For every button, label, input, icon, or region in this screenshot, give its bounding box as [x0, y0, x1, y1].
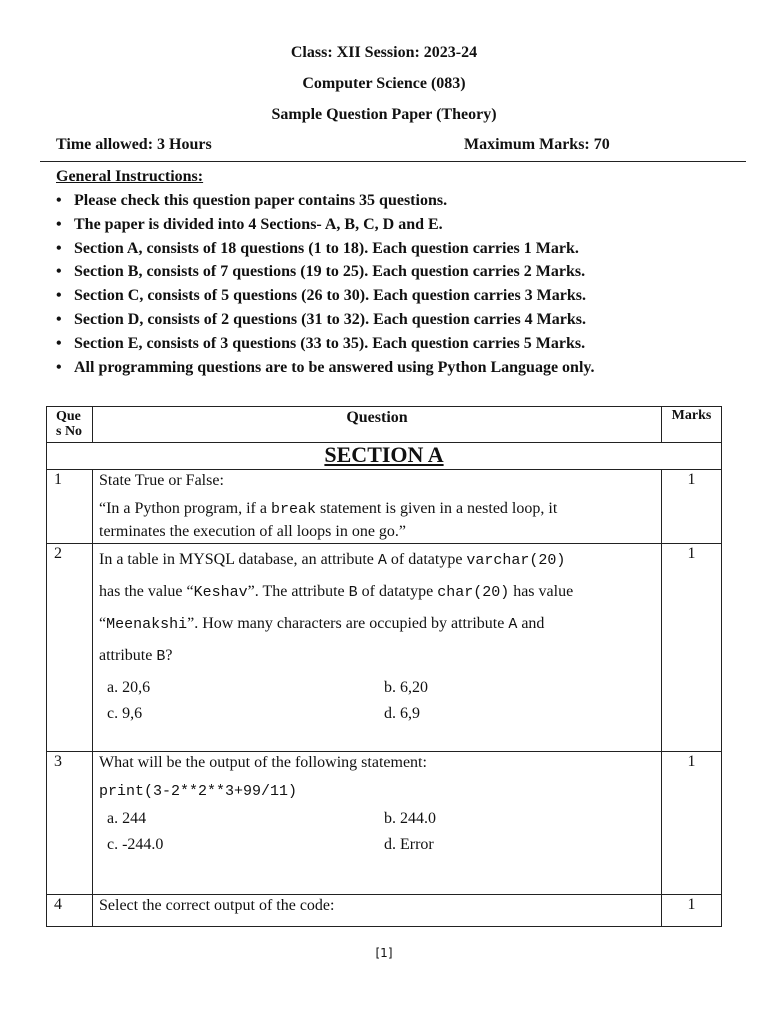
option-b: b. 6,20	[384, 679, 428, 696]
table-row	[47, 895, 722, 927]
header-question: Question	[93, 407, 662, 443]
time-allowed: Time allowed: 3 Hours	[56, 136, 212, 153]
option-c: c. 9,6	[107, 705, 143, 722]
header-marks: Marks	[662, 407, 722, 443]
class-session: Class: XII Session: 2023-24	[290, 44, 478, 61]
instruction-item: • Section C, consists of 5 questions (26 to 30). Each question carries 3 Marks.	[56, 287, 586, 305]
bullet-icon: •	[56, 334, 62, 352]
option-d: d. Error	[384, 836, 434, 853]
instruction-item: • Section E, consists of 3 questions (33 to 35). Each question carries 5 Marks.	[56, 334, 586, 352]
bullet-icon: •	[56, 310, 62, 328]
option-a: a. 20,6	[107, 679, 151, 696]
bullet-icon: •	[56, 215, 62, 233]
header-divider	[40, 161, 746, 162]
question-text: What will be the output of the following statement: print(3-2**2**3+99/11) a. 244 b. 244.0 c. -244.0 d. Error	[93, 752, 662, 895]
answer-options	[107, 806, 655, 858]
instructions-list	[56, 191, 595, 381]
instruction-item: • Section B, consists of 7 questions (19 to 25). Each question carries 2 Marks.	[56, 263, 586, 281]
table-row	[47, 752, 722, 895]
question-marks: 1	[662, 544, 722, 752]
option-d: d. 6,9	[384, 705, 420, 722]
option-b: b. 244.0	[384, 810, 436, 827]
instruction-item: • Section A, consists of 18 questions (1 to 18). Each question carries 1 Mark.	[56, 239, 579, 257]
bullet-icon: •	[56, 239, 62, 257]
instruction-item: • The paper is divided into 4 Sections- A, B, C, D and E.	[56, 215, 443, 233]
questions-table	[46, 406, 722, 927]
section-a-heading: SECTION A	[47, 443, 722, 470]
bullet-icon: •	[56, 192, 62, 209]
page-number: [1]	[375, 946, 393, 960]
option-c: c. -244.0	[107, 836, 164, 853]
instruction-item: • Section D, consists of 2 questions (31 to 32). Each question carries 4 Marks.	[56, 310, 586, 328]
question-text: In a table in MYSQL database, an attribute A of datatype varchar(20) has the value “Keshav”. The attribute B of datatype char(20) has value “Meenakshi”. How many characters are occupied by attribute A and attribute B? a. 20,6 b. 6,20 c. 9,6 d. 6,9	[93, 544, 662, 752]
bullet-icon: •	[56, 358, 62, 376]
answer-options	[107, 675, 655, 727]
instruction-item: • Please check this question paper contains 35 questions.	[56, 192, 448, 209]
header-qno: Que s No	[47, 407, 93, 443]
section-row	[47, 443, 722, 470]
question-number: 2	[47, 544, 93, 752]
question-marks: 1	[662, 752, 722, 895]
bullet-icon: •	[56, 287, 62, 305]
question-number: 4	[47, 895, 93, 927]
paper-title: Sample Question Paper (Theory)	[271, 106, 497, 123]
instructions-title: General Instructions:	[56, 168, 204, 185]
option-a: a. 244	[107, 810, 147, 827]
question-marks: 1	[662, 470, 722, 544]
bullet-icon: •	[56, 263, 62, 281]
subject-title: Computer Science (083)	[302, 75, 466, 92]
question-number: 3	[47, 752, 93, 895]
table-row	[47, 544, 722, 752]
instruction-item: • All programming questions are to be answered using Python Language only.	[56, 358, 595, 376]
table-row	[47, 470, 722, 544]
question-text: Select the correct output of the code:	[93, 895, 662, 927]
question-number: 1	[47, 470, 93, 544]
maximum-marks: Maximum Marks: 70	[464, 136, 610, 153]
question-marks: 1	[662, 895, 722, 927]
question-text: State True or False: “In a Python program, if a break statement is given in a nested loop, it terminates the execution of all loops in one go.”	[93, 470, 662, 544]
code-snippet: print(3-2**2**3+99/11)	[99, 783, 298, 800]
table-header-row	[47, 407, 722, 443]
